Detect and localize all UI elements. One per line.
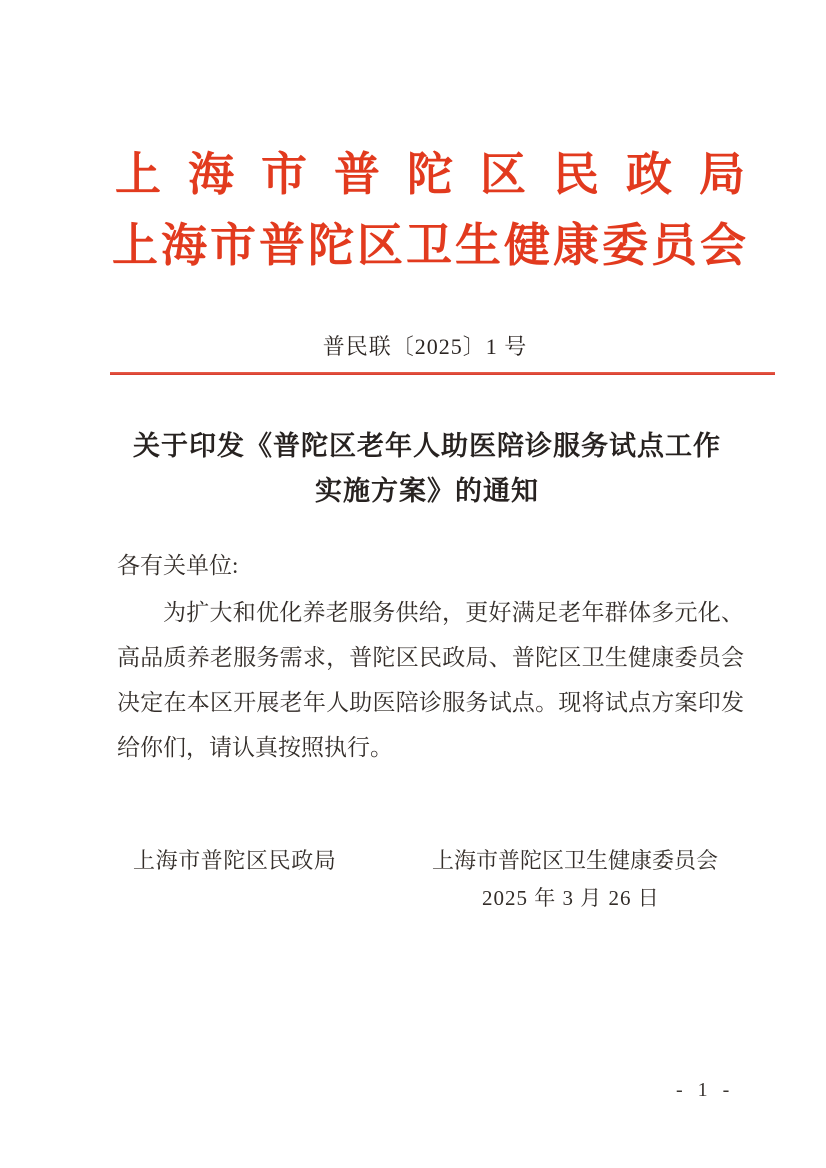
letterhead-agency-1: 上海市普陀区民政局: [115, 149, 772, 200]
body-paragraph: 为扩大和优化养老服务供给，更好满足老年群体多元化、高品质养老服务需求，普陀区民政局、普陀区卫生健康委员会决定在本区开展老年人助医陪诊服务试点。现将试点方案印发给你们，请认真按照执行。: [117, 600, 744, 760]
signature-agency-right: 上海市普陀区卫生健康委员会: [432, 848, 719, 873]
notice-title-line-1: 关于印发《普陀区老年人助医陪诊服务试点工作: [133, 431, 721, 461]
notice-title: [28, 424, 826, 514]
letterhead-agency-2: 上海市普陀区卫生健康委员会: [112, 220, 749, 271]
page-number: - 1 -: [676, 1079, 735, 1101]
notice-title-line-2: 实施方案》的通知: [315, 476, 539, 506]
signature-agency-left: 上海市普陀区民政局: [133, 848, 337, 873]
salutation: 各有关单位:: [117, 553, 239, 578]
document-reference-number: 普民联〔2025〕1 号: [322, 334, 528, 359]
red-separator-line: [110, 372, 775, 375]
issue-date: 2025 年 3 月 26 日: [482, 886, 660, 910]
